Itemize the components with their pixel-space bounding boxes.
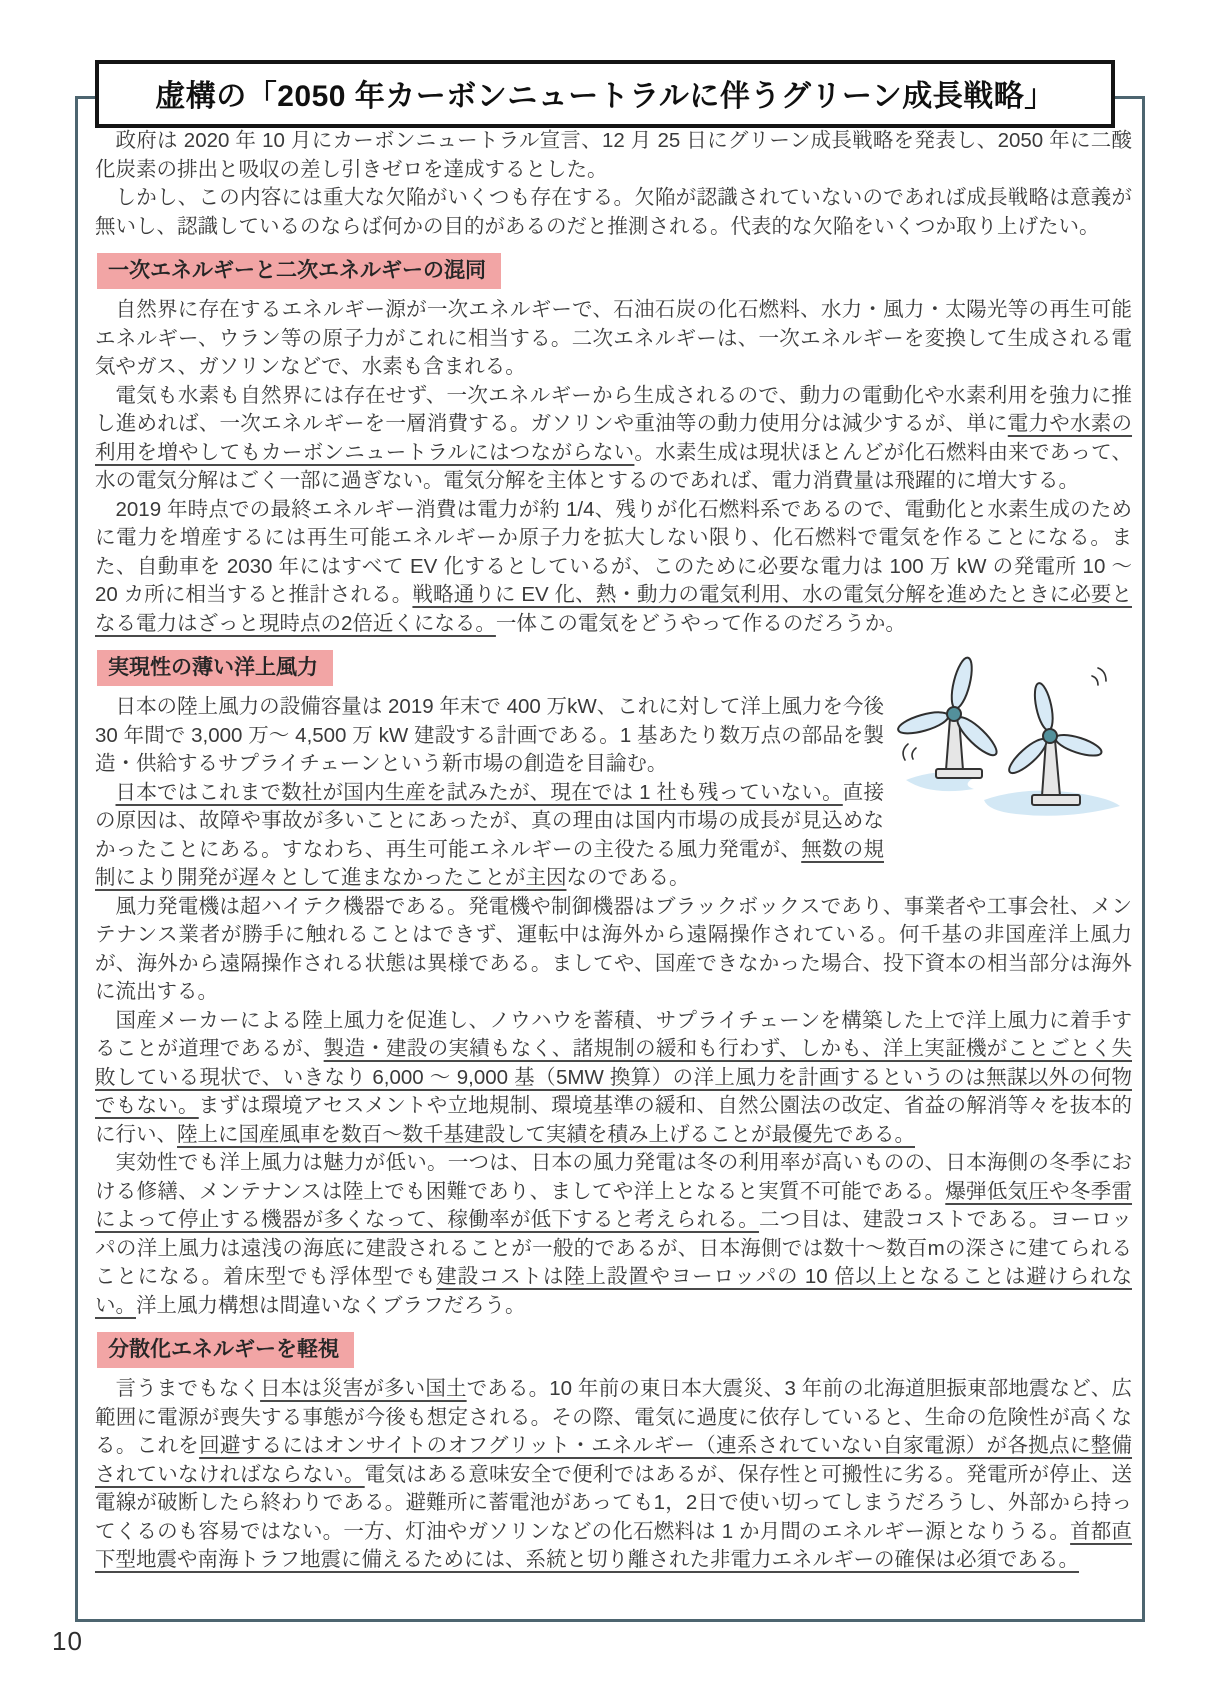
wind-turbines-illustration [892, 650, 1132, 858]
section-paragraphs [95, 296, 1132, 638]
text-run: 2019 年時点での最終エネルギー消費は電力が約 1/4、残りが化石燃料系であるので、電動化と水素生成のために電力を増産するには再生可能エネルギーか原子力を拡大しない限り、化石燃料で電気を作ることになる。また、自動車を 2030 年にはすべて EV 化するとしているが、このために必要な電力は 100 万 kW の発電所 10 ～ 20 カ所に相当すると推計される。 [95, 497, 1132, 606]
text-run: しかし、この内容には重大な欠陥がいくつも存在する。欠陥が認識されていないのであれば成長戦略は意義が無いし、認識しているのならば何かの目的があるのだと推測される。代表的な欠陥をいくつか取り上げたい。 [95, 186, 1132, 238]
paragraph [95, 496, 1132, 639]
text-run: 電気はある意味安全で便利ではあるが、保存性と可搬性に劣る。発電所が停止、送電線が破断したら終わりである。避難所に蓄電池があっても1，2日で使い切ってしまうだろうし、外部から持ってくるのも容易ではない。一方、灯油やガソリンなどの化石燃料は 1 か月間のエネルギー源となりうる。 [95, 1462, 1133, 1543]
text-run: である。10 年前の東日本大震災、3 年前の北海道胆振東部地震など、広範囲に電源が喪失する事態が今後も想定される。その際、電気に過度に依存していると、生命の危険性が高くなる。これを [95, 1377, 1133, 1457]
section-paragraphs [95, 1375, 1132, 1575]
section-heading: 一次エネルギーと二次エネルギーの混同 [97, 253, 501, 289]
underlined-text: 陸上に国産風車を数百～数千基建設して実績を積み上げることが最優先である。 [177, 1122, 915, 1146]
underlined-text: 日本は災害が多い国土 [260, 1377, 467, 1400]
text-run: 実効性でも洋上風力は魅力が低い。一つは、日本の風力発電は冬の利用率が高いものの、日本海側の冬季における修繕、メンテナンスは陸上でも困難であり、ましてや洋上となると実質不可能である。 [95, 1151, 1132, 1203]
paragraph [95, 382, 1132, 496]
text-run: 二つ目は、建設コストである。ヨーロッパの洋上風力は遠浅の海底に建設されることが一般的であるが、日本海側では数十～数百mの深さに建てられることになる。着床型でも浮体型でも [95, 1208, 1133, 1288]
paragraph [95, 1375, 1132, 1575]
text-run: 風力発電機は超ハイテク機器である。発電機や制御機器はブラックボックスであり、事業者や工事会社、メンテナンス業者が勝手に触れることはできず、運転中は海外から遠隔操作されている。何千基の非国産洋上風力が、海外から遠隔操作される状態は異様である。ましてや、国産できなかった場合、投下資本の相当部分は海外に流出する。 [95, 894, 1132, 1003]
page-number: 10 [52, 1626, 83, 1656]
underlined-text: 電力や水素の利用を増やしてもカーボンニュートラルにはつながらない [95, 412, 1133, 464]
intro-paragraphs [95, 127, 1132, 241]
section-distributed-energy [95, 1332, 1132, 1575]
section-heading-row [97, 253, 1132, 289]
text-run: 一体この電気をどうやって作るのだろうか。 [495, 611, 906, 635]
underlined-text: 爆弾低気圧や冬季雷によって停止する機器が多くなって、稼働率が低下すると考えられる。 [95, 1179, 1133, 1231]
section-heading: 分散化エネルギーを軽視 [97, 1332, 354, 1368]
text-run: 言うまでもなく [115, 1377, 261, 1400]
text-run: 国産メーカーによる陸上風力を促進し、ノウハウを蓄積、サプライチェーンを構築した上で洋上風力に着手することが道理であるが、 [95, 1008, 1132, 1060]
underlined-text: 回避するにはオンサイトのオフグリット・エネルギー（連系されていない自家電源）が各拠点に整備されていなければならない。 [95, 1434, 1133, 1486]
text-run: まずは環境アセスメントや立地規制、環境基準の緩和、自然公園法の改定、省益の解消等々を抜本的に行い、 [95, 1094, 1133, 1146]
wind-turbine-icon [892, 652, 1132, 820]
paragraph [95, 1007, 1132, 1150]
underlined-text: 製造・建設の実績もなく、諸規制の緩和も行わず、しかも、洋上実証機がことごとく失敗している現状で、いきなり 6,000 ～ 9,000 基（5MW 換算）の洋上風力を計画するというのは無謀以外の何物でもない。 [95, 1037, 1132, 1117]
section-primary-vs-secondary-energy [95, 253, 1132, 638]
article-title: 虚構の「2050 年カーボンニュートラルに伴うグリーン成長戦略」 [95, 60, 1115, 128]
underlined-text: 建設コストは陸上設置やヨーロッパの 10 倍以上となることは避けられない。 [95, 1265, 1132, 1317]
text-run: なのである。 [566, 866, 690, 889]
paragraph [95, 184, 1132, 241]
text-run: 電気も水素も自然界には存在せず、一次エネルギーから生成されるので、動力の電動化や水素利用を強力に推し進めれば、一次エネルギーを一層消費する。ガソリンや重油等の動力使用分は減少するが、単に [95, 383, 1132, 435]
underlined-text: 無数の規制により開発が遅々として進まなかったことが主因 [95, 837, 884, 889]
paragraph [95, 296, 1132, 382]
text-run: 洋上風力構想は間違いなくブラフだろう。 [136, 1293, 526, 1317]
paragraph [95, 1149, 1132, 1320]
text-run: 。水素生成は現状ほとんどが化石燃料由来であって、水の電気分解はごく一部に過ぎない。電気分解を主体とするのであれば、電力消費量は飛躍的に増大する。 [95, 440, 1132, 492]
section-offshore-wind [95, 650, 1132, 1320]
underlined-text: 日本ではこれまで数社が国内生産を試みたが、現在では 1 社も残っていない。 [115, 780, 843, 804]
text-run: 日本の陸上風力の設備容量は 2019 年末で 400 万kW、これに対して洋上風力を今後 30 年間で 3,000 万～ 4,500 万 kW 建設する計画である。1 基あたり数万点の部品を製造・供給するサプライチェーンという新市場の創造を目論む。 [95, 695, 884, 775]
text-run: 直接の原因は、故障や事故が多いことにあったが、真の理由は国内市場の成長が見込めなかったことにある。すなわち、再生可能エネルギーの主役たる風力発電が、 [95, 780, 885, 861]
paragraph [95, 893, 1132, 1007]
section-heading: 実現性の薄い洋上風力 [97, 650, 333, 686]
text-run: 自然界に存在するエネルギー源が一次エネルギーで、石油石炭の化石燃料、水力・風力・太陽光等の再生可能エネルギー、ウラン等の原子力がこれに相当する。二次エネルギーは、一次エネルギーを変換して生成される電気やガス、ガソリンなどで、水素も含まれる。 [95, 298, 1132, 378]
paragraph [95, 127, 1132, 184]
underlined-text: 首都直下型地震や南海トラフ地震に備えるためには、系統と切り離された非電力エネルギーの確保は必須である。 [95, 1519, 1132, 1571]
underlined-text: 戦略通りに EV 化、熱・動力の電気利用、水の電気分解を進めたときに必要となる電力はざっと現時点の2倍近くになる。 [95, 583, 1132, 635]
article-body [95, 127, 1132, 1575]
text-run: 政府は 2020 年 10 月にカーボンニュートラル宣言、12 月 25 日にグリーン成長戦略を発表し、2050 年に二酸化炭素の排出と吸収の差し引きゼロを達成するとした。 [95, 129, 1132, 181]
section-heading-row [97, 1332, 1132, 1368]
